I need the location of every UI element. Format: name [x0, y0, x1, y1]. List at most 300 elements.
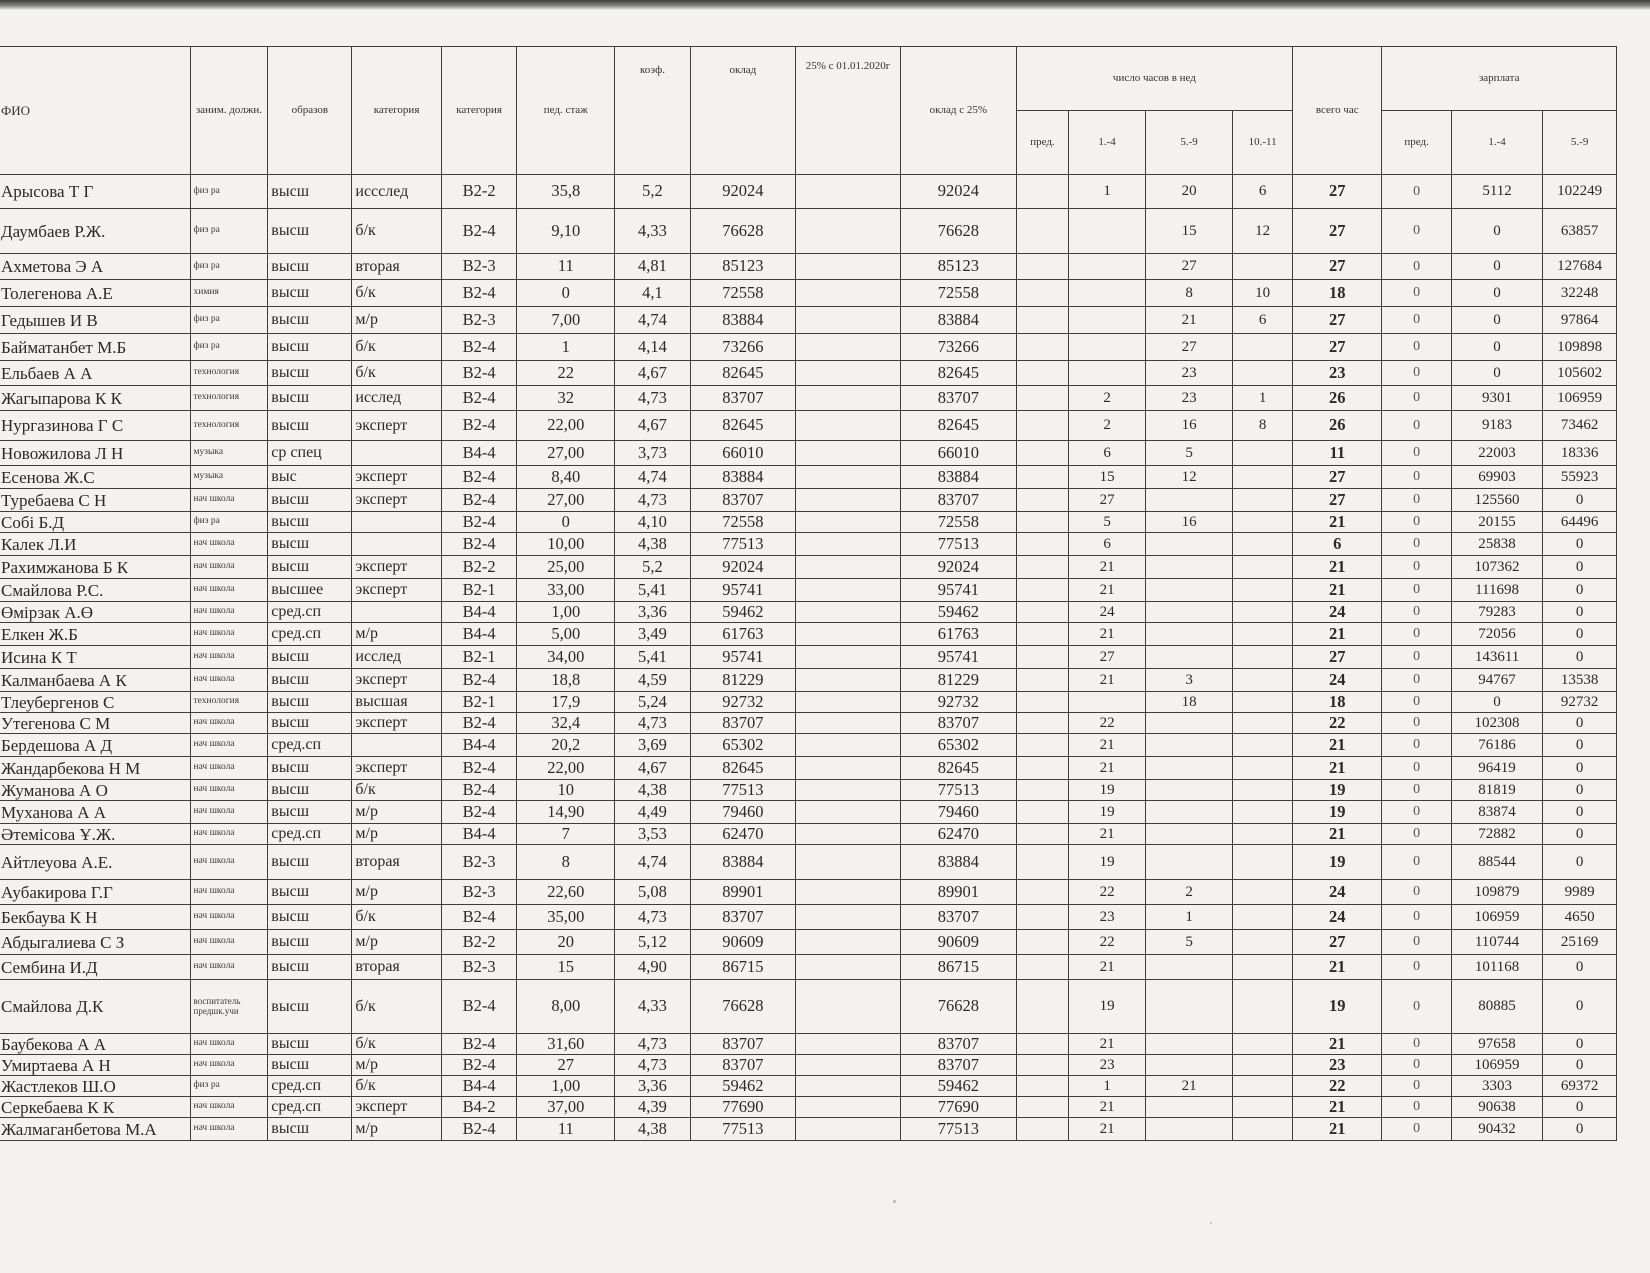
table-row — [0, 845, 1617, 880]
row-salary-1-4: 0 — [1451, 280, 1542, 307]
row-ped-stazh: 22 — [517, 361, 615, 386]
row-education: высш — [268, 1118, 352, 1141]
row-hours-1-4 — [1069, 361, 1146, 386]
row-oklad: 92024 — [690, 556, 795, 579]
row-salary-5-9: 106959 — [1543, 386, 1617, 411]
row-25pct — [795, 905, 900, 930]
row-salary-pred: 0 — [1382, 280, 1451, 307]
row-name: Баубекова А А — [0, 1034, 190, 1055]
row-name: Калек Л.И — [0, 533, 190, 556]
row-25pct — [795, 556, 900, 579]
row-salary-pred: 0 — [1382, 466, 1451, 489]
row-salary-pred: 0 — [1382, 801, 1451, 824]
row-salary-5-9: 0 — [1543, 955, 1617, 980]
row-name: Жагыпарова К К — [0, 386, 190, 411]
row-category: м/р — [352, 801, 441, 824]
row-ped-stazh: 20 — [517, 930, 615, 955]
table-row — [0, 980, 1617, 1034]
row-name: Бекбаува К Н — [0, 905, 190, 930]
row-ped-stazh: 8,00 — [517, 980, 615, 1034]
row-salary-1-4: 72056 — [1451, 623, 1542, 646]
row-position: нач школа — [190, 955, 268, 980]
row-salary-pred: 0 — [1382, 780, 1451, 801]
row-coef: 4,59 — [615, 669, 691, 692]
row-grade: В2-4 — [441, 334, 517, 361]
row-25pct — [795, 441, 900, 466]
row-ped-stazh: 35,8 — [517, 175, 615, 209]
row-education: высш — [268, 669, 352, 692]
row-total-hours: 27 — [1293, 307, 1382, 334]
row-ped-stazh: 7,00 — [517, 307, 615, 334]
row-position: технология — [190, 692, 268, 713]
row-grade: В4-4 — [441, 734, 517, 757]
row-hours-1-4 — [1069, 334, 1146, 361]
row-name: Бердешова А Д — [0, 734, 190, 757]
row-25pct — [795, 1097, 900, 1118]
row-25pct — [795, 602, 900, 623]
row-name: Новожилова Л Н — [0, 441, 190, 466]
row-salary-pred: 0 — [1382, 175, 1451, 209]
row-hours-5-9: 3 — [1145, 669, 1232, 692]
row-education: высш — [268, 905, 352, 930]
table-row — [0, 1055, 1617, 1076]
row-salary-pred: 0 — [1382, 361, 1451, 386]
row-oklad: 89901 — [690, 880, 795, 905]
row-25pct — [795, 669, 900, 692]
row-hours-1-4 — [1069, 254, 1146, 280]
row-hours-5-9 — [1145, 1055, 1232, 1076]
row-hours-pred — [1016, 602, 1069, 623]
row-hours-10-11: 10 — [1233, 280, 1293, 307]
row-position: нач школа — [190, 905, 268, 930]
row-name: Исина К Т — [0, 646, 190, 669]
row-category: высшая — [352, 692, 441, 713]
table-row — [0, 880, 1617, 905]
row-salary-5-9: 127684 — [1543, 254, 1617, 280]
row-hours-5-9 — [1145, 780, 1232, 801]
row-ped-stazh: 27,00 — [517, 489, 615, 512]
row-grade: В2-4 — [441, 757, 517, 780]
row-grade: В2-4 — [441, 713, 517, 734]
row-ped-stazh: 5,00 — [517, 623, 615, 646]
row-salary-5-9: 0 — [1543, 556, 1617, 579]
row-hours-10-11 — [1233, 623, 1293, 646]
row-name: Смайлова Р.С. — [0, 579, 190, 602]
row-ped-stazh: 11 — [517, 254, 615, 280]
row-salary-pred: 0 — [1382, 955, 1451, 980]
row-salary-5-9: 92732 — [1543, 692, 1617, 713]
row-oklad-25: 77513 — [901, 780, 1017, 801]
table-row — [0, 955, 1617, 980]
scan-speck — [893, 1200, 896, 1203]
row-hours-10-11 — [1233, 692, 1293, 713]
row-oklad: 77513 — [690, 1118, 795, 1141]
row-25pct — [795, 579, 900, 602]
row-category: м/р — [352, 1118, 441, 1141]
row-name: Гедышев И В — [0, 307, 190, 334]
row-hours-10-11 — [1233, 602, 1293, 623]
row-salary-pred: 0 — [1382, 489, 1451, 512]
row-hours-10-11 — [1233, 1055, 1293, 1076]
row-salary-5-9: 0 — [1543, 1034, 1617, 1055]
row-ped-stazh: 1 — [517, 334, 615, 361]
row-education: высш — [268, 411, 352, 441]
row-total-hours: 19 — [1293, 801, 1382, 824]
row-total-hours: 27 — [1293, 334, 1382, 361]
row-hours-5-9: 5 — [1145, 441, 1232, 466]
row-hours-5-9: 1 — [1145, 905, 1232, 930]
row-ped-stazh: 25,00 — [517, 556, 615, 579]
row-category: б/к — [352, 905, 441, 930]
row-salary-5-9: 0 — [1543, 734, 1617, 757]
row-category: вторая — [352, 254, 441, 280]
row-grade: В2-4 — [441, 209, 517, 254]
row-salary-1-4: 25838 — [1451, 533, 1542, 556]
row-hours-5-9 — [1145, 824, 1232, 845]
table-row — [0, 602, 1617, 623]
row-grade: В2-3 — [441, 955, 517, 980]
row-25pct — [795, 512, 900, 533]
row-salary-pred: 0 — [1382, 411, 1451, 441]
table-row — [0, 280, 1617, 307]
row-total-hours: 11 — [1293, 441, 1382, 466]
row-oklad-25: 83884 — [901, 307, 1017, 334]
row-hours-pred — [1016, 780, 1069, 801]
row-hours-10-11 — [1233, 361, 1293, 386]
row-hours-5-9: 12 — [1145, 466, 1232, 489]
row-salary-pred: 0 — [1382, 980, 1451, 1034]
row-hours-1-4: 22 — [1069, 713, 1146, 734]
table-row — [0, 386, 1617, 411]
row-hours-pred — [1016, 1097, 1069, 1118]
header-oklad: оклад — [690, 47, 795, 175]
row-hours-1-4: 5 — [1069, 512, 1146, 533]
row-education: высш — [268, 556, 352, 579]
row-25pct — [795, 646, 900, 669]
row-coef: 3,49 — [615, 623, 691, 646]
header-category: категория — [352, 47, 441, 175]
row-category: вторая — [352, 845, 441, 880]
row-hours-1-4: 21 — [1069, 757, 1146, 780]
row-category: м/р — [352, 930, 441, 955]
row-hours-pred — [1016, 905, 1069, 930]
row-oklad-25: 81229 — [901, 669, 1017, 692]
row-oklad-25: 72558 — [901, 280, 1017, 307]
row-25pct — [795, 1076, 900, 1097]
header-hours-group: число часов в нед — [1016, 47, 1292, 111]
row-salary-5-9: 0 — [1543, 623, 1617, 646]
row-ped-stazh: 8 — [517, 845, 615, 880]
table-row — [0, 757, 1617, 780]
row-ped-stazh: 31,60 — [517, 1034, 615, 1055]
row-name: Тлеубергенов С — [0, 692, 190, 713]
row-oklad-25: 77513 — [901, 1118, 1017, 1141]
table-row — [0, 512, 1617, 533]
row-salary-1-4: 106959 — [1451, 1055, 1542, 1076]
row-hours-10-11 — [1233, 780, 1293, 801]
row-hours-1-4: 6 — [1069, 533, 1146, 556]
row-hours-5-9: 15 — [1145, 209, 1232, 254]
row-oklad: 65302 — [690, 734, 795, 757]
row-total-hours: 27 — [1293, 209, 1382, 254]
row-education: высш — [268, 361, 352, 386]
row-salary-1-4: 5112 — [1451, 175, 1542, 209]
row-salary-1-4: 143611 — [1451, 646, 1542, 669]
row-education: высшее — [268, 579, 352, 602]
row-position: нач школа — [190, 579, 268, 602]
row-ped-stazh: 1,00 — [517, 602, 615, 623]
row-coef: 4,38 — [615, 533, 691, 556]
row-25pct — [795, 801, 900, 824]
row-grade: В2-3 — [441, 254, 517, 280]
row-hours-5-9: 27 — [1145, 254, 1232, 280]
row-education: высш — [268, 209, 352, 254]
row-ped-stazh: 15 — [517, 955, 615, 980]
row-hours-10-11 — [1233, 1034, 1293, 1055]
row-name: Туребаева С Н — [0, 489, 190, 512]
row-hours-5-9: 2 — [1145, 880, 1232, 905]
row-coef: 5,08 — [615, 880, 691, 905]
row-category: вторая — [352, 955, 441, 980]
row-hours-5-9: 20 — [1145, 175, 1232, 209]
row-salary-5-9: 13538 — [1543, 669, 1617, 692]
header-salary-5-9: 5.-9 — [1543, 111, 1617, 175]
row-hours-1-4: 19 — [1069, 780, 1146, 801]
row-ped-stazh: 37,00 — [517, 1097, 615, 1118]
row-education: сред.сп — [268, 602, 352, 623]
row-category: эксперт — [352, 411, 441, 441]
row-hours-10-11 — [1233, 845, 1293, 880]
row-hours-5-9: 5 — [1145, 930, 1232, 955]
row-salary-5-9: 9989 — [1543, 880, 1617, 905]
row-salary-5-9: 25169 — [1543, 930, 1617, 955]
row-education: высш — [268, 713, 352, 734]
row-salary-5-9: 0 — [1543, 713, 1617, 734]
row-total-hours: 21 — [1293, 512, 1382, 533]
row-hours-pred — [1016, 175, 1069, 209]
row-name: Сембина И.Д — [0, 955, 190, 980]
row-oklad-25: 92024 — [901, 556, 1017, 579]
row-name: Әтемісова Ұ.Ж. — [0, 824, 190, 845]
row-25pct — [795, 489, 900, 512]
row-coef: 4,33 — [615, 209, 691, 254]
row-education: высш — [268, 489, 352, 512]
row-oklad: 83707 — [690, 713, 795, 734]
row-salary-pred: 0 — [1382, 692, 1451, 713]
row-position: нач школа — [190, 533, 268, 556]
row-position: нач школа — [190, 556, 268, 579]
row-ped-stazh: 33,00 — [517, 579, 615, 602]
row-oklad: 92024 — [690, 175, 795, 209]
row-education: сред.сп — [268, 1076, 352, 1097]
row-hours-1-4: 27 — [1069, 489, 1146, 512]
row-salary-1-4: 96419 — [1451, 757, 1542, 780]
row-hours-pred — [1016, 411, 1069, 441]
row-category: эксперт — [352, 489, 441, 512]
row-hours-5-9 — [1145, 845, 1232, 880]
row-coef: 4,38 — [615, 780, 691, 801]
row-oklad-25: 62470 — [901, 824, 1017, 845]
row-education: высш — [268, 1034, 352, 1055]
row-category: м/р — [352, 623, 441, 646]
row-hours-pred — [1016, 1034, 1069, 1055]
row-ped-stazh: 10,00 — [517, 533, 615, 556]
row-coef: 3,73 — [615, 441, 691, 466]
table-row — [0, 713, 1617, 734]
row-oklad-25: 59462 — [901, 1076, 1017, 1097]
row-coef: 4,38 — [615, 1118, 691, 1141]
row-grade: В2-4 — [441, 489, 517, 512]
row-grade: В2-4 — [441, 280, 517, 307]
row-coef: 3,69 — [615, 734, 691, 757]
row-total-hours: 21 — [1293, 824, 1382, 845]
row-salary-5-9: 55923 — [1543, 466, 1617, 489]
table-row — [0, 441, 1617, 466]
row-hours-pred — [1016, 334, 1069, 361]
header-salary-pred: пред. — [1382, 111, 1451, 175]
row-oklad-25: 76628 — [901, 209, 1017, 254]
row-oklad: 77513 — [690, 780, 795, 801]
row-category: исслед — [352, 646, 441, 669]
row-category: эксперт — [352, 1097, 441, 1118]
row-position: нач школа — [190, 602, 268, 623]
row-hours-pred — [1016, 801, 1069, 824]
row-salary-1-4: 0 — [1451, 254, 1542, 280]
row-salary-pred: 0 — [1382, 669, 1451, 692]
row-salary-5-9: 0 — [1543, 602, 1617, 623]
row-salary-1-4: 22003 — [1451, 441, 1542, 466]
row-category: исслед — [352, 386, 441, 411]
row-salary-5-9: 0 — [1543, 845, 1617, 880]
row-education: высш — [268, 254, 352, 280]
row-coef: 4,74 — [615, 845, 691, 880]
row-25pct — [795, 1055, 900, 1076]
row-hours-pred — [1016, 1118, 1069, 1141]
scan-top-edge — [0, 0, 1650, 10]
row-hours-5-9 — [1145, 1034, 1232, 1055]
row-grade: В2-4 — [441, 466, 517, 489]
row-category: эксперт — [352, 757, 441, 780]
row-hours-1-4: 23 — [1069, 1055, 1146, 1076]
row-salary-5-9: 0 — [1543, 489, 1617, 512]
row-hours-10-11: 1 — [1233, 386, 1293, 411]
row-hours-10-11 — [1233, 1076, 1293, 1097]
header-hours-pred: пред. — [1016, 111, 1069, 175]
row-oklad: 77513 — [690, 533, 795, 556]
row-grade: В2-2 — [441, 556, 517, 579]
row-grade: В2-4 — [441, 1034, 517, 1055]
row-education: сред.сп — [268, 1097, 352, 1118]
row-hours-pred — [1016, 734, 1069, 757]
row-grade: В4-4 — [441, 441, 517, 466]
row-oklad-25: 72558 — [901, 512, 1017, 533]
row-salary-pred: 0 — [1382, 512, 1451, 533]
row-coef: 4,73 — [615, 489, 691, 512]
row-category: б/к — [352, 334, 441, 361]
table-row — [0, 734, 1617, 757]
row-position: физ ра — [190, 175, 268, 209]
row-hours-1-4: 15 — [1069, 466, 1146, 489]
row-25pct — [795, 307, 900, 334]
row-salary-pred: 0 — [1382, 1097, 1451, 1118]
row-hours-1-4: 19 — [1069, 845, 1146, 880]
row-coef: 4,90 — [615, 955, 691, 980]
table-row — [0, 489, 1617, 512]
row-position: физ ра — [190, 307, 268, 334]
row-total-hours: 19 — [1293, 980, 1382, 1034]
row-25pct — [795, 175, 900, 209]
row-oklad: 83884 — [690, 307, 795, 334]
row-coef: 4,73 — [615, 386, 691, 411]
row-salary-1-4: 88544 — [1451, 845, 1542, 880]
row-hours-1-4 — [1069, 692, 1146, 713]
row-oklad-25: 83707 — [901, 489, 1017, 512]
row-salary-5-9: 0 — [1543, 533, 1617, 556]
row-hours-pred — [1016, 980, 1069, 1034]
row-25pct — [795, 280, 900, 307]
row-total-hours: 22 — [1293, 1076, 1382, 1097]
row-hours-1-4: 19 — [1069, 801, 1146, 824]
row-hours-pred — [1016, 533, 1069, 556]
row-oklad-25: 95741 — [901, 579, 1017, 602]
row-grade: В2-4 — [441, 533, 517, 556]
row-hours-pred — [1016, 489, 1069, 512]
row-oklad: 85123 — [690, 254, 795, 280]
row-position: нач школа — [190, 1055, 268, 1076]
row-hours-5-9: 23 — [1145, 361, 1232, 386]
row-coef: 5,12 — [615, 930, 691, 955]
row-name: Рахимжанова Б К — [0, 556, 190, 579]
table-row — [0, 411, 1617, 441]
row-hours-1-4: 21 — [1069, 579, 1146, 602]
row-hours-10-11: 6 — [1233, 307, 1293, 334]
table-row — [0, 556, 1617, 579]
row-hours-5-9 — [1145, 734, 1232, 757]
row-name: Жуманова А О — [0, 780, 190, 801]
row-salary-5-9: 109898 — [1543, 334, 1617, 361]
row-hours-10-11 — [1233, 669, 1293, 692]
row-25pct — [795, 880, 900, 905]
row-oklad: 90609 — [690, 930, 795, 955]
row-position: музыка — [190, 441, 268, 466]
row-education: высш — [268, 280, 352, 307]
row-oklad-25: 83707 — [901, 386, 1017, 411]
row-oklad-25: 83707 — [901, 1034, 1017, 1055]
row-coef: 4,10 — [615, 512, 691, 533]
row-hours-5-9 — [1145, 801, 1232, 824]
row-salary-5-9: 63857 — [1543, 209, 1617, 254]
row-hours-1-4: 19 — [1069, 980, 1146, 1034]
row-hours-10-11 — [1233, 579, 1293, 602]
header-hours-1-4: 1.-4 — [1069, 111, 1146, 175]
row-hours-5-9 — [1145, 556, 1232, 579]
table-row — [0, 1034, 1617, 1055]
row-category: м/р — [352, 307, 441, 334]
row-hours-pred — [1016, 254, 1069, 280]
row-position: нач школа — [190, 780, 268, 801]
row-hours-pred — [1016, 646, 1069, 669]
row-salary-1-4: 0 — [1451, 307, 1542, 334]
row-position: нач школа — [190, 713, 268, 734]
row-hours-pred — [1016, 845, 1069, 880]
row-salary-1-4: 80885 — [1451, 980, 1542, 1034]
row-hours-pred — [1016, 441, 1069, 466]
row-hours-10-11 — [1233, 801, 1293, 824]
header-ped-stazh: пед. стаж — [517, 47, 615, 175]
row-category: б/к — [352, 980, 441, 1034]
row-name: Өмірзак А.Ө — [0, 602, 190, 623]
row-hours-5-9: 18 — [1145, 692, 1232, 713]
